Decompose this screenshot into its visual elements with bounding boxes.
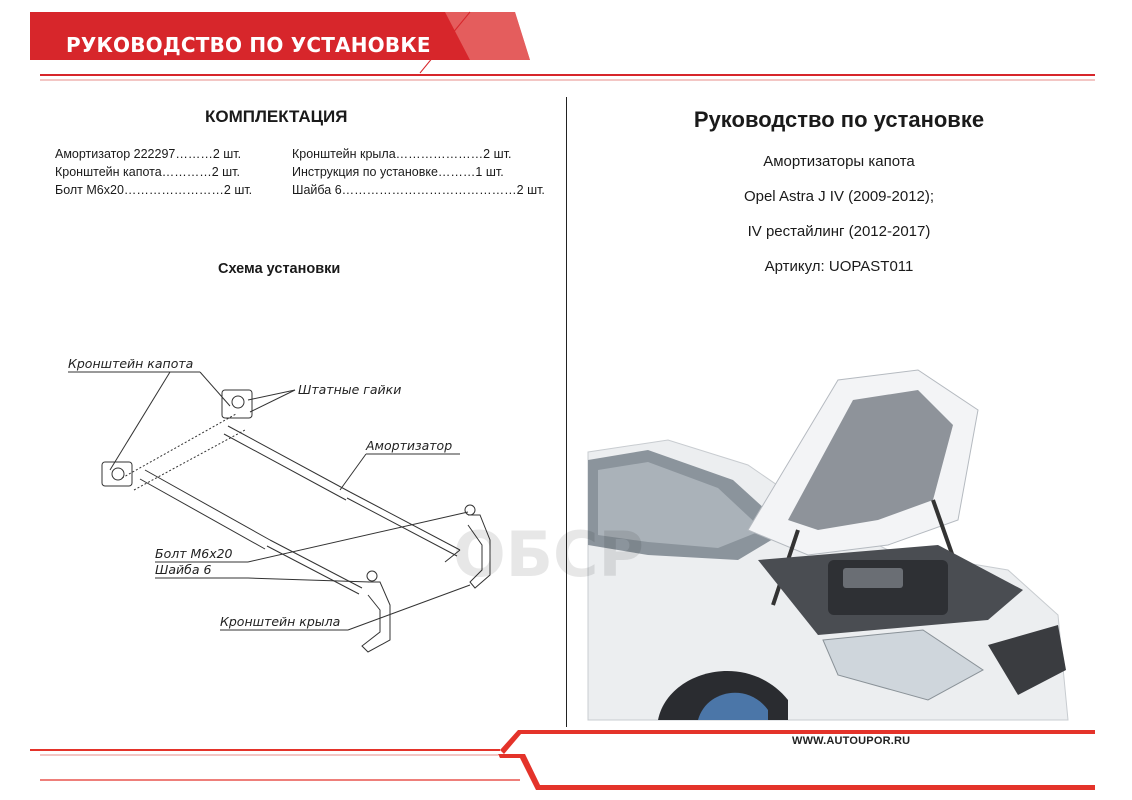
product-article: Артикул: UOPAST011	[764, 258, 914, 275]
label-stock-nuts: Штатные гайки	[298, 382, 402, 397]
kit-item: Кронштейн капота…………2 шт.	[55, 165, 240, 179]
hood-bracket-lower	[102, 462, 132, 486]
footer-banner	[0, 720, 1132, 800]
product-model-line2: IV рестайлинг (2012-2017)	[747, 223, 931, 240]
hood-bracket-upper	[222, 390, 252, 418]
kit-item: Инструкция по установке………1 шт.	[292, 165, 504, 179]
scheme-title: Схема установки	[218, 261, 341, 277]
car-photo	[453, 370, 1068, 720]
kit-item: Шайба 6……………………………………2 шт.	[292, 183, 545, 197]
product-model-line1: Opel Astra J IV (2009-2012);	[743, 188, 935, 205]
label-hood-bracket: Кронштейн капота	[68, 356, 194, 371]
product-title: Руководство по установке	[693, 107, 985, 132]
kit-list-right	[292, 145, 545, 199]
kit-title: КОМПЛЕКТАЦИЯ	[205, 107, 348, 126]
label-damper: Амортизатор	[366, 438, 453, 453]
label-fender-bracket: Кронштейн крыла	[220, 614, 341, 629]
kit-item: Кронштейн крыла…………………2 шт.	[292, 147, 512, 161]
column-divider	[566, 97, 567, 727]
kit-item: Болт М6х20……………………2 шт.	[55, 183, 253, 197]
fender-bracket-lower	[362, 571, 390, 652]
kit-list-left	[55, 145, 252, 199]
label-washer: Шайба 6	[155, 562, 212, 577]
label-bolt: Болт М6х20	[155, 546, 233, 561]
photo-watermark: ОБСР	[453, 518, 644, 591]
product-subtitle: Амортизаторы капота	[763, 153, 915, 170]
footer-url: WWW.AUTOUPOR.RU	[792, 735, 911, 747]
installation-scheme	[50, 350, 520, 660]
kit-item: Амортизатор 222297………2 шт.	[55, 147, 242, 161]
header-title: РУКОВОДСТВО ПО УСТАНОВКЕ	[66, 33, 431, 57]
